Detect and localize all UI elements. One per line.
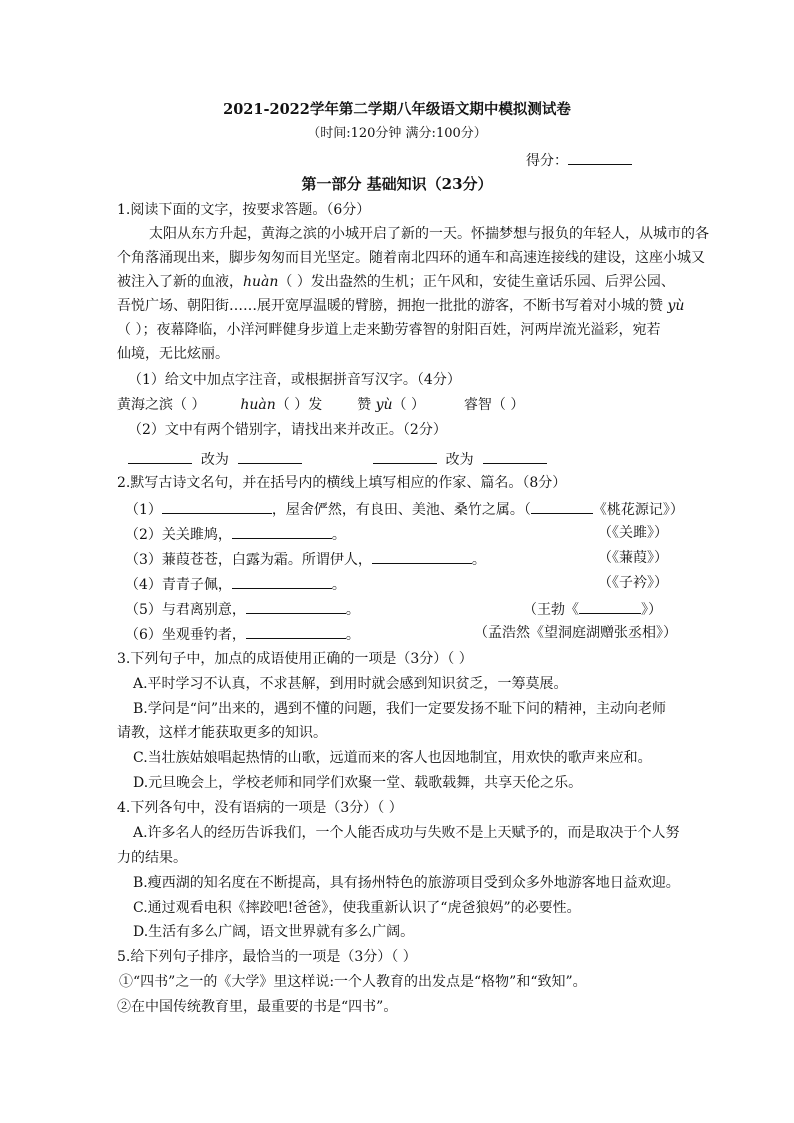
exam-title: 2021-2022学年第二学期八年级语文期中模拟测试卷 [223,101,571,118]
pinyin-huan: huàn [243,274,279,290]
source-text: （王勃《 [523,602,579,618]
item-text: （6）坐观垂钓者， [125,627,246,643]
passage-text: 被注入了新的血液， [117,274,243,290]
gai-label: 改为 [200,452,229,468]
score-field [526,149,632,171]
q3-option: B.学问是“问”出来的，遇到不懂的问题，我们一定要发扬不耻下问的精神，主动向老师 [133,701,667,717]
q1-passage-line: 个角落涌现出来，脚步匆匆而目光坚定。随着南北四环的通车和高速连接线的建设，这座小城又 [117,250,705,266]
item-text: （2）关关雎鸠， [125,527,232,543]
q2-item-source [523,598,662,620]
part1-item: （ ）发 [275,397,323,413]
q2-item [125,523,346,545]
pinyin-huan: huàn [240,397,276,413]
period: 。 [345,602,360,618]
q3-option: C.当壮族姑娘唱起热情的山歌，远道而来的客人也因地制宜，用欢快的歌声来应和。 [133,750,652,766]
q4-stem: 4.下列各句中，没有语病的一项是（3分）（ ） [117,800,403,816]
score-label: 得分： [526,153,568,169]
exam-subtitle: （时间:120分钟 满分:100分） [307,126,487,141]
q4-option: C.通过观看电积《摔跤吧!爸爸》，使我重新认识了“虎爸狼妈”的必要性。 [133,900,581,916]
item-text: ，屋舍俨然，有良田、美池、桑竹之属。（ [271,502,531,518]
period: 。 [471,552,486,568]
q3-option: A.平时学习不认真，不求甚解，到用时就会感到知识贫乏，一筹莫展。 [133,676,568,692]
answer-blank [232,573,332,589]
answer-blank [579,598,641,614]
answer-blank [232,523,332,539]
q5-item: ②在中国传统教育里，最重要的书是“四书”。 [117,999,398,1015]
answer-blank [531,498,593,514]
q2-item-source: （《蒹葭》） [598,550,668,566]
answer-blank [246,623,346,639]
q1-passage-line: （ ）；夜幕降临，小洋河畔健身步道上走来勤劳睿智的射阳百姓，河两岸流光溢彩，宛若 [117,322,661,338]
q1-passage-line [117,272,675,292]
q2-item [125,498,684,520]
passage-text: 吾悦广场、朝阳街……展开宽厚温暖的臂膀，拥抱一批批的游客，不断书写着对小城的赞 [117,298,663,314]
q2-item [125,598,360,620]
q2-item [125,548,486,570]
q3-option: 请教，这样才能获取更多的知识。 [117,725,327,741]
pinyin-yu: yù [667,298,685,314]
answer-blank [238,448,302,464]
q3-stem: 3.下列句子中，加点的成语使用正确的一项是（3分）（ ） [117,651,473,667]
part1-item: 睿智（ ） [463,397,525,413]
period: 。 [345,627,360,643]
q1-part2-answers [128,448,547,470]
q5-item: ①“四书”之一的《大学》里这样说:一个人教育的出发点是“格物”和“致知”。 [119,974,587,990]
q2-item-source: （《关雎》） [598,525,668,541]
item-text: （4）青青子佩， [125,577,232,593]
item-text: （5）与君离别意， [125,602,246,618]
answer-blank [128,448,192,464]
item-source: 《桃花源记》） [592,502,684,518]
source-text: 》） [641,602,662,618]
answer-blank [483,448,547,464]
item-prefix: （1） [125,502,162,518]
item-text: （3）蒹葭苍苍，白露为霜。所谓伊人， [125,552,372,568]
part1-item: 黄海之滨（ ） [117,397,206,413]
q5-stem: 5.给下列句子排序，最恰当的一项是（3分）（ ） [117,949,417,965]
answer-blank [162,498,272,514]
q2-item-source: （孟浩然《望洞庭湖赠张丞相》） [474,625,677,641]
q2-item-source: （《子衿》） [598,575,668,591]
q2-item [125,573,346,595]
q3-option: D.元旦晚会上，学校老师和同学们欢聚一堂、载歌载舞，共享天伦之乐。 [133,775,583,791]
q1-passage-line [117,296,684,316]
period: 。 [331,527,346,543]
part1-item: 赞 [357,397,372,413]
pinyin-yu: yù [375,397,393,413]
answer-blank [373,448,437,464]
q4-option: A.许多名人的经历告诉我们，一个人能否成功与失败不是上天赋予的，而是取决于个人努 [133,825,680,841]
section-title: 第一部分 基础知识（23分） [301,175,493,193]
q4-option: B.瘦西湖的知名度在不断提高，具有扬州特色的旅游项目受到众多外地游客地日益欢迎。 [133,875,680,891]
answer-blank [372,548,472,564]
part1-item: （ ） [392,397,425,413]
passage-text: （ ）发出盎然的生机；正午风和，安徒生童话乐园、后羿公园、 [278,274,675,290]
q1-passage-line: 仙境，无比炫丽。 [117,346,229,362]
gai-label: 改为 [445,452,474,468]
period: 。 [331,577,346,593]
q1-part1-items [117,395,524,415]
q4-option: D.生活有多么广阔，语文世界就有多么广阔。 [133,924,415,940]
q2-stem: 2.默写古诗文名句，并在括号内的横线上填写相应的作家、篇名。（8分） [117,475,567,491]
q4-option: 力的结果。 [117,850,187,866]
q1-passage-line: 太阳从东方升起，黄海之滨的小城开启了新的一天。怀揣梦想与报负的年轻人，从城市的各 [149,226,709,242]
q1-part2-stem: （2）文中有两个错别字，请找出来并改正。（2分） [128,422,447,438]
q2-item [125,623,360,645]
q1-part1-stem: （1）给文中加点字注音，或根据拼音写汉字。（4分） [128,372,461,388]
answer-blank [246,598,346,614]
q1-stem: 1.阅读下面的文字，按要求答题。（6分） [117,202,371,218]
score-blank [568,149,632,165]
